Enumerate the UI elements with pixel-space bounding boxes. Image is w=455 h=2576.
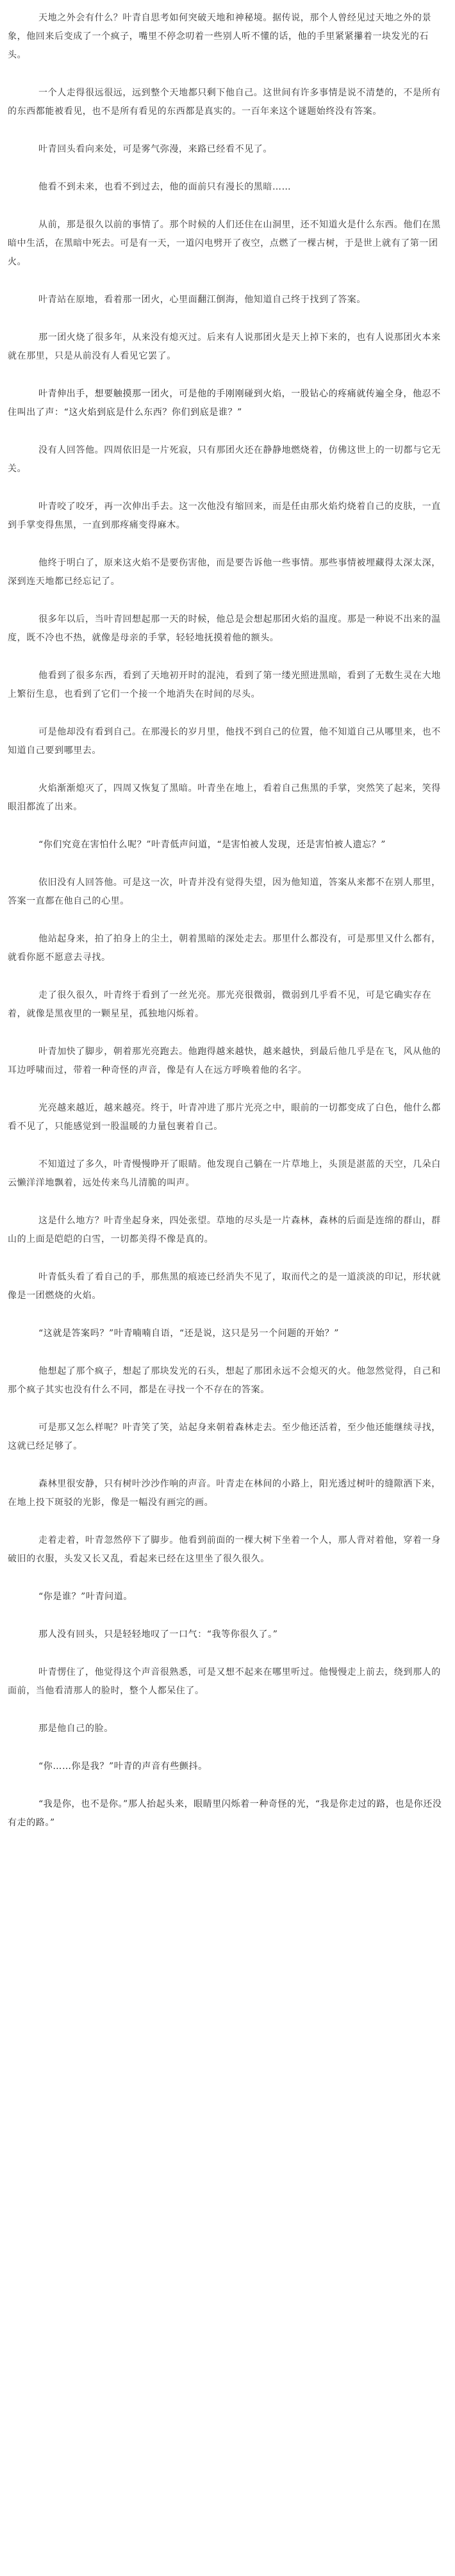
paragraph-7: 那一团火烧了很多年，从来没有熄灭过。后来有人说那团火是天上掉下来的，也有人说那团火本来就在那里，只是从前没有人看见它罢了。 (8, 332, 441, 361)
paragraph-32: 叶青愣住了，他觉得这个声音很熟悉，可是又想不起来在哪里听过。他慢慢走上前去，绕到那人的面前，当他看清那人的脸时，整个人都呆住了。 (8, 1667, 441, 1696)
paragraph-11: 他终于明白了，原来这火焰不是要伤害他，而是要告诉他一些事情。那些事情被埋藏得太深太深，深到连天地都已经忘记了。 (8, 558, 441, 587)
paragraph-33: 那是他自己的脸。 (38, 1724, 113, 1734)
paragraph-14: 可是他却没有看到自己。在那漫长的岁月里，他找不到自己的位置，他不知道自己从哪里来，也不知道自己要到哪里去。 (8, 727, 441, 756)
paragraph-17: 依旧没有人回答他。可是这一次，叶青并没有觉得失望，因为他知道，答案从来都不在别人那里，答案一直都在他自己的心里。 (8, 877, 441, 906)
paragraph-18: 他站起身来，拍了拍身上的尘土，朝着黑暗的深处走去。那里什么都没有，可是那里又什么都有，就看你愿不愿意去寻找。 (8, 934, 441, 963)
paragraph-15: 火焰渐渐熄灭了，四周又恢复了黑暗。叶青坐在地上，看着自己焦黑的手掌，突然笑了起来，笑得眼泪都流了出来。 (8, 783, 441, 812)
paragraph-19: 走了很久很久，叶青终于看到了一丝光亮。那光亮很微弱，微弱到几乎看不见，可是它确实存在着，就像是黑夜里的一颗星星，孤独地闪烁着。 (8, 990, 432, 1019)
paragraph-29: 走着走着，叶青忽然停下了脚步。他看到前面的一棵大树下坐着一个人，那人背对着他，穿着一身破旧的衣服，头发又长又乱，看起来已经在这里坐了很久很久。 (8, 1535, 441, 1564)
paragraph-27: 可是那又怎么样呢？叶青笑了笑，站起身来朝着森林走去。至少他还活着，至少他还能继续寻找，这就已经足够了。 (8, 1423, 441, 1451)
paragraph-31: 那人没有回头，只是轻轻地叹了一口气：“我等你很久了。” (38, 1629, 278, 1640)
paragraph-9: 没有人回答他。四周依旧是一片死寂，只有那团火还在静静地燃烧着，仿佛这世上的一切都与它无关。 (8, 445, 441, 474)
paragraph-12: 很多年以后，当叶青回想起那一天的时候，他总是会想起那团火焰的温度。那是一种说不出来的温度，既不冷也不热，就像是母亲的手掌，轻轻地抚摸着他的额头。 (8, 614, 441, 643)
paragraph-3: 叶青回头看向来处，可是雾气弥漫，来路已经看不见了。 (38, 144, 272, 154)
paragraph-21: 光亮越来越近，越来越亮。终于，叶青冲进了那片光亮之中，眼前的一切都变成了白色，他什么都看不见了，只能感觉到一股温暖的力量包裹着自己。 (8, 1103, 441, 1132)
paragraph-1: 天地之外会有什么？叶青自思考如何突破天地和神秘境。据传说，那个人曾经见过天地之外的景象，他回来后变成了一个疯子，嘴里不停念叨着一些别人听不懂的话，他的手里紧紧攥着一块发光的石头。 (8, 13, 432, 60)
paragraph-23: 这是什么地方？叶青坐起身来，四处张望。草地的尽头是一片森林，森林的后面是连绵的群山，群山的上面是皑皑的白雪，一切都美得不像是真的。 (8, 1216, 441, 1244)
paragraph-20: 叶青加快了脚步，朝着那光亮跑去。他跑得越来越快，越来越快，到最后他几乎是在飞，风从他的耳边呼啸而过，带着一种奇怪的声音，像是有人在远方呼唤着他的名字。 (8, 1047, 441, 1075)
paragraph-2: 一个人走得很远很远，远到整个天地都只剩下他自己。这世间有许多事情是说不清楚的，不是所有的东西都能被看见，也不是所有看见的东西都是真实的。一百年来这个谜题始终没有答案。 (8, 88, 441, 117)
paragraph-34: “你……你是我？”叶青的声音有些颤抖。 (38, 1761, 208, 1772)
paragraph-4: 他看不到未来，也看不到过去，他的面前只有漫长的黑暗…… (38, 182, 292, 192)
paragraph-25: “这就是答案吗？”叶青喃喃自语，“还是说，这只是另一个问题的开始？” (38, 1328, 340, 1339)
paragraph-8: 叶青伸出手，想要触摸那一团火，可是他的手刚刚碰到火焰，一股钻心的疼痛就传遍全身，他忍不住叫出了声：“这火焰到底是什么东西？你们到底是谁？” (8, 389, 441, 418)
paragraph-28: 森林里很安静，只有树叶沙沙作响的声音。叶青走在林间的小路上，阳光透过树叶的缝隙洒下来，在地上投下斑驳的光影，像是一幅没有画完的画。 (8, 1479, 441, 1508)
paragraph-16: “你们究竟在害怕什么呢？”叶青低声问道，“是害怕被人发现，还是害怕被人遗忘？” (38, 840, 386, 850)
paragraph-26: 他想起了那个疯子，想起了那块发光的石头，想起了那团永远不会熄灭的火。他忽然觉得，自己和那个疯子其实也没有什么不同，都是在寻找一个不存在的答案。 (8, 1366, 441, 1395)
paragraph-35: “我是你，也不是你。”那人抬起头来，眼睛里闪烁着一种奇怪的光，“我是你走过的路，也是你还没有走的路。” (8, 1799, 442, 1828)
paragraph-22: 不知道过了多久，叶青慢慢睁开了眼睛。他发现自己躺在一片草地上，头顶是湛蓝的天空，几朵白云懒洋洋地飘着，远处传来鸟儿清脆的叫声。 (8, 1159, 441, 1188)
paragraph-10: 叶青咬了咬牙，再一次伸出手去。这一次他没有缩回来，而是任由那火焰灼烧着自己的皮肤，一直到手掌变得焦黑，一直到那疼痛变得麻木。 (8, 501, 441, 530)
paragraph-24: 叶青低头看了看自己的手，那焦黑的痕迹已经消失不见了，取而代之的是一道淡淡的印记，形状就像是一团燃烧的火焰。 (8, 1272, 441, 1301)
paragraph-30: “你是谁？”叶青问道。 (38, 1592, 133, 1602)
paragraph-5: 从前，那是很久以前的事情了。那个时候的人们还住在山洞里，还不知道火是什么东西。他们在黑暗中生活，在黑暗中死去。可是有一天，一道闪电劈开了夜空，点燃了一棵古树，于是世上就有了第一团火。 (8, 220, 441, 267)
paragraph-6: 叶青站在原地，看着那一团火，心里面翻江倒海，他知道自己终于找到了答案。 (38, 295, 366, 305)
paragraph-13: 他看到了很多东西，看到了天地初开时的混沌，看到了第一缕光照进黑暗，看到了无数生灵在大地上繁衍生息，也看到了它们一个接一个地消失在时间的尽头。 (8, 671, 441, 699)
